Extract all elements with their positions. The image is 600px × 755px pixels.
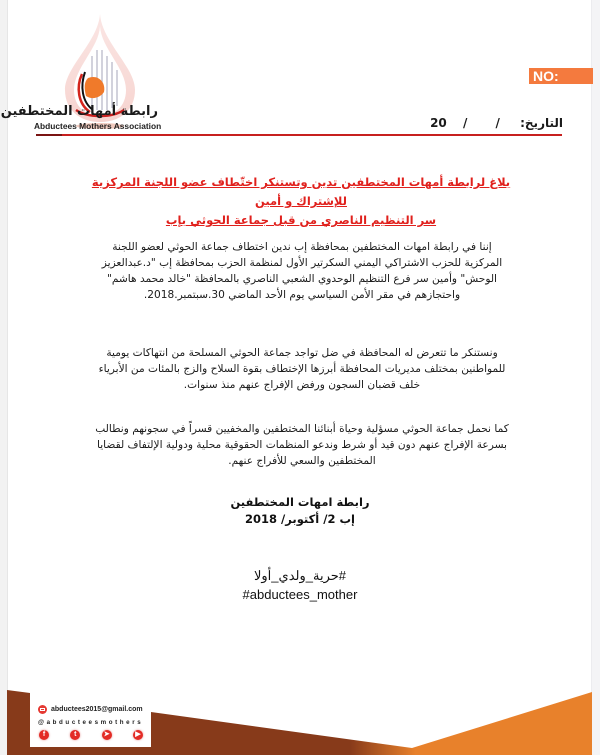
social-icons bbox=[39, 730, 143, 740]
date-label: التاريخ: bbox=[520, 116, 563, 130]
email-row[interactable] bbox=[38, 705, 143, 714]
hashtag-arabic[interactable]: #حرية_ولدي_أولا bbox=[253, 568, 347, 583]
social-handle[interactable]: @abducteesmothers bbox=[38, 719, 144, 726]
body-paragraph-3 bbox=[76, 421, 528, 469]
email-address[interactable]: abductees2015@gmail.com bbox=[51, 706, 143, 713]
paragraph-line: للمواطنين بمختلف مديريات المحافظة أبرزها الإختطاف بقوة السلاح والزج بالمئات من الأبرياء bbox=[98, 363, 506, 375]
date-day-separator: / bbox=[495, 116, 500, 130]
page-right-edge bbox=[591, 0, 600, 755]
statement-title bbox=[70, 173, 532, 230]
paragraph-line: الوحش" وأمين سر فرع التنظيم الوحدوي الشعبي الناصري بالمحافظة "خالد محمد هاشم" bbox=[107, 273, 497, 285]
body-paragraph-1 bbox=[76, 239, 528, 303]
header-divider-accent bbox=[36, 134, 62, 136]
org-name-arabic: رابطة أمهات المختطفين bbox=[0, 104, 158, 119]
number-label: NO: bbox=[533, 68, 559, 84]
paragraph-line: خلف قضبان السجون ورفض الإفراج عنهم منذ سنوات. bbox=[183, 379, 421, 391]
header-divider-left bbox=[36, 134, 562, 136]
org-name-english: Abductees Mothers Association bbox=[34, 121, 162, 131]
signature-org: رابطة امهات المختطفين bbox=[230, 495, 370, 509]
date-year: 20 bbox=[430, 116, 447, 130]
date-field bbox=[430, 116, 563, 130]
number-badge bbox=[529, 68, 593, 84]
title-line-2: سر التنظيم الناصري من قبل جماعة الحوثي بإب bbox=[165, 213, 437, 227]
paragraph-line: بسرعة الإفراج عنهم دون قيد أو شرط وندعو المنظمات الحقوقية محلية ودولية الإلتفاف لقضايا bbox=[97, 439, 507, 451]
paragraph-line: واحتجازهم في مقر الأمن السياسي يوم الأحد الماضي 30.سبتمبر.2018. bbox=[143, 289, 461, 301]
contact-card bbox=[30, 701, 151, 747]
paragraph-line: المختطفين والسعي للأفراج عنهم. bbox=[228, 455, 376, 467]
telegram-icon[interactable]: ➤ bbox=[102, 730, 112, 740]
paragraph-line: ونستنكر ما تتعرض له المحافظة في ضل تواجد جماعة الحوثي المسلحة من انتهاكات يومية bbox=[106, 347, 498, 359]
twitter-icon[interactable]: t bbox=[70, 730, 80, 740]
youtube-icon[interactable]: ▶ bbox=[133, 730, 143, 740]
facebook-icon[interactable]: f bbox=[39, 730, 49, 740]
paragraph-line: إننا في رابطة امهات المختطفين بمحافظة إب ندين اختطاف جماعة الحوثي لعضو اللجنة bbox=[112, 241, 492, 253]
date-month-separator: / bbox=[462, 116, 468, 130]
email-icon bbox=[38, 705, 47, 714]
hashtags bbox=[180, 566, 420, 604]
title-line-1: بلاغ لرابطة أمهات المختطفين تدين وتستنكر اختّطاف عضو اللجنة المركزية للإشتراك و أمين bbox=[91, 175, 511, 208]
signature-block bbox=[180, 494, 420, 528]
body-paragraph-2 bbox=[76, 345, 528, 393]
hashtag-english[interactable]: #abductees_mother bbox=[242, 587, 358, 602]
paragraph-line: المركزية للحزب الاشتراكي اليمني السكرتير الأول لمنظمة الحزب بمحافظة إب "د.عبدالعزيز bbox=[101, 257, 503, 269]
paragraph-line: كما نحمل جماعة الحوثي مسؤلية وحياة أبنائنا المختطفين والمخفيين قسراً في سجونهم ونطالب bbox=[95, 423, 509, 435]
signature-place-date: إب 2/ أكتوبر/ 2018 bbox=[245, 512, 355, 526]
